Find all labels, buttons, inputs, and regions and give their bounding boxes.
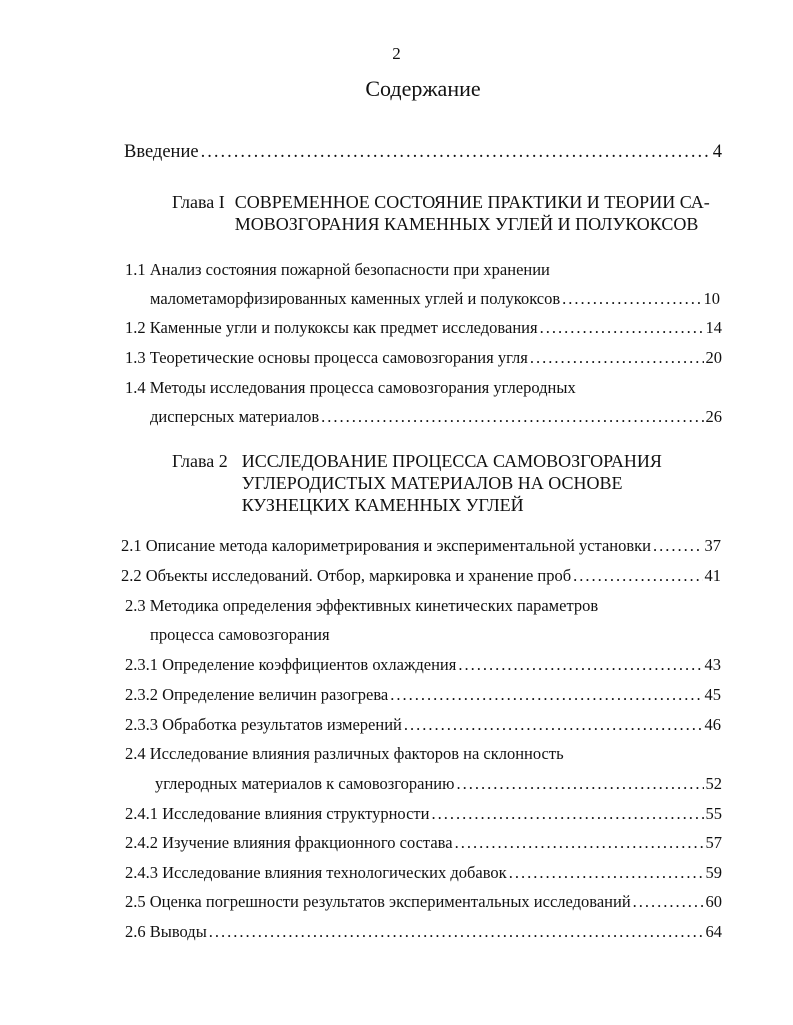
toc-leader-dots [404,714,703,736]
toc-leader-dots [431,803,703,825]
toc-entry-intro [124,141,722,163]
toc-entry-2-5 [125,891,722,913]
toc-entry-2-6 [125,921,722,943]
toc-entry-2-3-2 [125,684,721,706]
toc-entry-2-4 [155,773,722,795]
toc-entry-label: 2.3.3 Обработка результатов измерений [125,715,402,734]
toc-leader-dots [530,347,704,369]
toc-entry-2-3-line1: 2.3 Методика определения эффективных кинетических параметров [125,596,599,615]
chapter-2-heading [172,450,722,516]
toc-entry-label: 2.3.2 Определение величин разогрева [125,685,389,704]
toc-entry-page: 37 [704,536,721,555]
toc-entry-label: 2.1 Описание метода калориметрирования и экспериментальной установки [121,536,651,555]
toc-entry-page: 43 [704,655,721,674]
chapter-2-title: ИССЛЕДОВАНИЕ ПРОЦЕССА САМОВОЗГОРАНИЯ УГЛЕРОДИСТЫХ МАТЕРИАЛОВ НА ОСНОВЕ КУЗНЕЦКИХ КАМЕННЫХ УГЛЕЙ [241,451,662,515]
toc-entry-page: 10 [703,289,720,308]
toc-entry-2-3-3 [125,714,721,736]
toc-entry-page: 4 [712,142,722,162]
toc-leader-dots [509,862,704,884]
toc-entry-2-4-1 [125,803,722,825]
toc-entry-2-4-line1: 2.4 Исследование влияния различных факторов на склонность [125,744,564,763]
toc-leader-dots [455,832,704,854]
toc-entry-label: малометаморфизированных каменных углей и полукоксов [150,289,561,308]
toc-entry-label: 2.6 Выводы [125,922,207,941]
toc-entry-page: 45 [704,685,721,704]
page-title: Содержание [365,76,481,101]
toc-leader-dots [201,141,711,163]
page-number: 2 [392,44,401,63]
chapter-1-heading [172,191,722,235]
toc-entry-page: 57 [705,833,722,852]
toc-entry-label: 2.4.1 Исследование влияния структурности [125,804,430,823]
toc-entry-1-1-line1: 1.1 Анализ состояния пожарной безопасности при хранении [125,260,550,279]
toc-entry-1-4 [150,406,722,428]
toc-entry-page: 59 [705,863,722,882]
toc-entry-page: 41 [704,566,721,585]
toc-entry-label: 2.2 Объекты исследований. Отбор, маркировка и хранение проб [121,566,572,585]
toc-entry-page: 46 [704,715,721,734]
toc-entry-1-3 [125,347,722,369]
toc-entry-label: 1.2 Каменные угли и полукоксы как предмет исследования [125,318,538,337]
toc-entry-2-4-3 [125,862,722,884]
toc-entry-2-3-1 [125,654,721,676]
toc-leader-dots [653,535,703,557]
toc-entry-2-4-2 [125,832,722,854]
toc-entry-page: 26 [705,407,722,426]
toc-entry-label: 1.3 Теоретические основы процесса самовозгорания угля [125,348,528,367]
toc-entry-1-2 [125,317,722,339]
toc-entry-page: 64 [705,922,722,941]
toc-leader-dots [458,654,702,676]
toc-entry-label: дисперсных материалов [150,407,320,426]
toc-leader-dots [540,317,704,339]
toc-entry-page: 14 [705,318,722,337]
toc-entry-label: углеродных материалов к самовозгоранию [155,774,455,793]
toc-entry-label: 2.4.2 Изучение влияния фракционного состава [125,833,453,852]
toc-entry-2-2 [121,565,721,587]
chapter-1-title: СОВРЕМЕННОЕ СОСТОЯНИЕ ПРАКТИКИ И ТЕОРИИ СА- МОВОЗГОРАНИЯ КАМЕННЫХ УГЛЕЙ И ПОЛУКОКСОВ [234,192,710,234]
toc-entry-page: 55 [705,804,722,823]
toc-entry-label: 2.3.1 Определение коэффициентов охлаждения [125,655,457,674]
toc-leader-dots [456,773,703,795]
toc-entry-label: 2.5 Оценка погрешности результатов экспериментальных исследований [125,892,631,911]
chapter-2-number: Глава 2 [172,451,228,471]
toc-leader-dots [390,684,702,706]
toc-entry-label: 2.4.3 Исследование влияния технологических добавок [125,863,507,882]
toc-leader-dots [321,406,703,428]
toc-leader-dots [633,891,704,913]
toc-entry-1-4-line1: 1.4 Методы исследования процесса самовозгорания углеродных [125,378,576,397]
toc-entry-page: 60 [705,892,722,911]
toc-entry-1-1 [150,288,720,310]
toc-entry-label: Введение [124,142,199,162]
toc-leader-dots [562,288,701,310]
toc-leader-dots [573,565,702,587]
toc-entry-2-1 [121,535,721,557]
toc-leader-dots [209,921,704,943]
toc-entry-page: 20 [705,348,722,367]
chapter-1-number: Глава I [172,192,225,212]
toc-entry-2-3-line2: процесса самовозгорания [150,625,330,644]
toc-entry-page: 52 [705,774,722,793]
